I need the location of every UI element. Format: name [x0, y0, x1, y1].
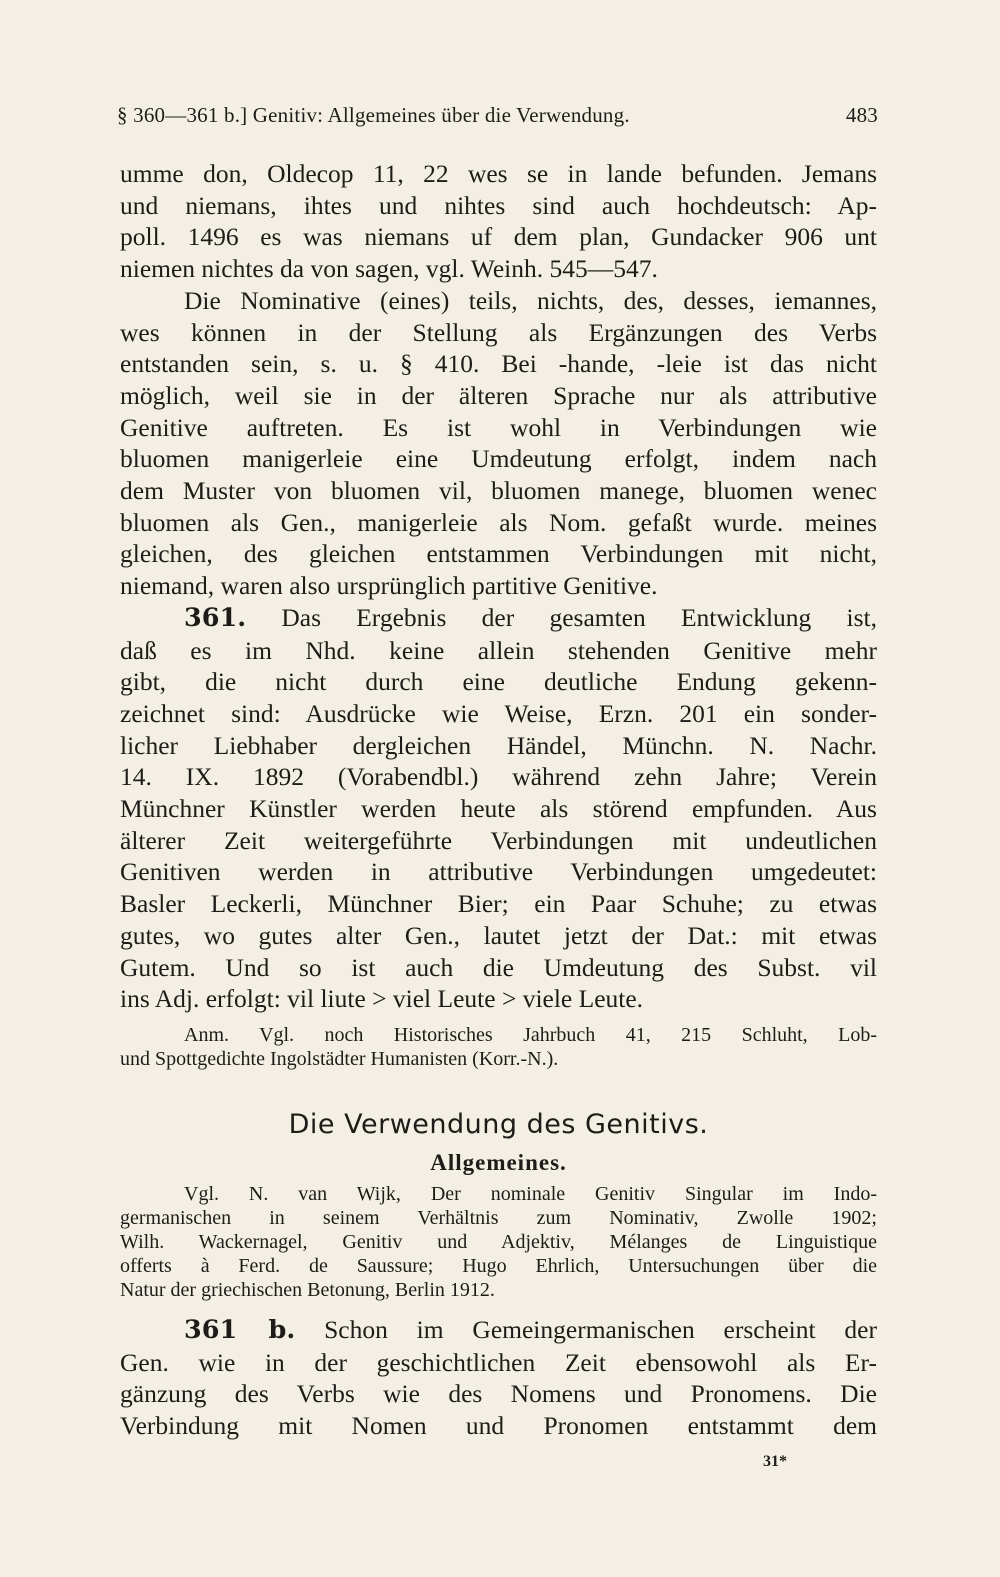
paragraph-nominative: [120, 285, 877, 602]
note-line: Natur der griechischen Betonung, Berlin 1912.: [120, 1278, 495, 1301]
text-line: möglich, weil sie in der älteren Sprache nur als attributive: [120, 380, 877, 410]
text-line: Die Nominative (eines) teils, nichts, des, desses, iemannes,: [184, 285, 877, 315]
text-line: gibt, die nicht durch eine deutliche Endung gekenn-: [120, 667, 877, 697]
text-line: wes können in der Stellung als Ergänzungen des Verbs: [120, 317, 877, 347]
text-line: Gen. wie in der geschichtlichen Zeit ebensowohl als Er-: [120, 1347, 877, 1377]
text-line: zeichnet sind: Ausdrücke wie Weise, Erzn. 201 ein sonder-: [120, 698, 877, 728]
text-line: niemand, waren also ursprünglich partitive Genitive.: [120, 571, 658, 601]
text-line: gänzung des Verbs wie des Nomens und Pronomens. Die: [120, 1379, 877, 1409]
text-line: bluomen manigerleie eine Umdeutung erfolgt, indem nach: [120, 444, 877, 474]
signature-mark: 31*: [763, 1453, 787, 1470]
running-head: [117, 103, 878, 128]
section-first-line: Schon im Gemeingermanischen erscheint der: [324, 1314, 877, 1344]
note-line: Anm. Vgl. noch Historisches Jahrbuch 41, 215 Schluht, Lob-: [184, 1023, 877, 1046]
text-line: gutes, wo gutes alter Gen., lautet jetzt der Dat.: mit etwas: [120, 920, 877, 950]
note-line: germanischen in seinem Verhältnis zum Nominativ, Zwolle 1902;: [120, 1206, 877, 1229]
section-first-line: Das Ergebnis der gesamten Entwicklung ist,: [281, 602, 877, 632]
literature-note: [120, 1182, 877, 1302]
section-361b: [120, 1314, 877, 1442]
text-line: umme don, Oldecop 11, 22 wes se in lande befunden. Jemans: [120, 159, 877, 188]
text-line: Genitive auftreten. Es ist wohl in Verbindungen wie: [120, 412, 877, 442]
text-line: [120, 602, 877, 635]
text-line: daß es im Nhd. keine allein stehenden Genitive mehr: [120, 635, 877, 665]
text-line: Basler Leckerli, Münchner Bier; ein Paar Schuhe; zu etwas: [120, 889, 877, 919]
running-head-title: § 360—361 b.] Genitiv: Allgemeines über die Verwendung.: [117, 103, 630, 127]
text-line: Genitiven werden in attributive Verbindungen umgedeutet:: [120, 857, 877, 887]
paragraph-continuation: [120, 158, 877, 285]
text-line: Verbindung mit Nomen und Pronomen entstammt dem: [120, 1411, 877, 1441]
text-line: niemen nichtes da von sagen, vgl. Weinh. 545—547.: [120, 254, 658, 284]
text-line: ins Adj. erfolgt: vil liute > viel Leute > viele Leute.: [120, 984, 644, 1014]
text-line: licher Liebhaber dergleichen Händel, Münchn. N. Nachr.: [120, 730, 877, 760]
section-subheading: Allgemeines.: [430, 1149, 567, 1175]
note-line: offerts à Ferd. de Saussure; Hugo Ehrlich, Untersuchungen über die: [120, 1254, 877, 1277]
text-line: dem Muster von bluomen vil, bluomen manege, bluomen wenec: [120, 476, 877, 506]
text-line: und niemans, ihtes und nihtes sind auch hochdeutsch: Ap-: [120, 190, 877, 220]
text-line: gleichen, des gleichen entstammen Verbindungen mit nicht,: [120, 539, 877, 569]
section-number: 361.: [184, 602, 247, 633]
note-line: und Spottgedichte Ingolstädter Humanisten (Korr.-N.).: [120, 1047, 559, 1070]
page-number: 483: [845, 103, 878, 127]
text-line: bluomen als Gen., manigerleie als Nom. gefaßt wurde. meines: [120, 507, 877, 537]
text-line: älterer Zeit weitergeführte Verbindungen mit undeutlichen: [120, 825, 877, 855]
text-line: entstanden sein, s. u. § 410. Bei -hande, -leie ist das nicht: [120, 349, 877, 379]
text-line: [120, 1314, 877, 1347]
text-line: 14. IX. 1892 (Vorabendbl.) während zehn Jahre; Verein: [120, 762, 877, 792]
text-line: poll. 1496 es was niemans uf dem plan, Gundacker 906 unt: [120, 222, 877, 252]
page-body: [120, 158, 877, 1442]
text-line: Münchner Künstler werden heute als störend empfunden. Aus: [120, 794, 877, 824]
section-361: [120, 602, 877, 1015]
note-line: Vgl. N. van Wijk, Der nominale Genitiv Singular im Indo-: [184, 1182, 877, 1205]
text-line: Gutem. Und so ist auch die Umdeutung des Subst. vil: [120, 952, 877, 982]
section-number: 361 b.: [184, 1314, 296, 1345]
section-heading: Die Verwendung des Genitivs.: [288, 1108, 709, 1140]
note-line: Wilh. Wackernagel, Genitiv und Adjektiv, Mélanges de Linguistique: [120, 1230, 877, 1253]
annotation-note: [120, 1023, 877, 1071]
